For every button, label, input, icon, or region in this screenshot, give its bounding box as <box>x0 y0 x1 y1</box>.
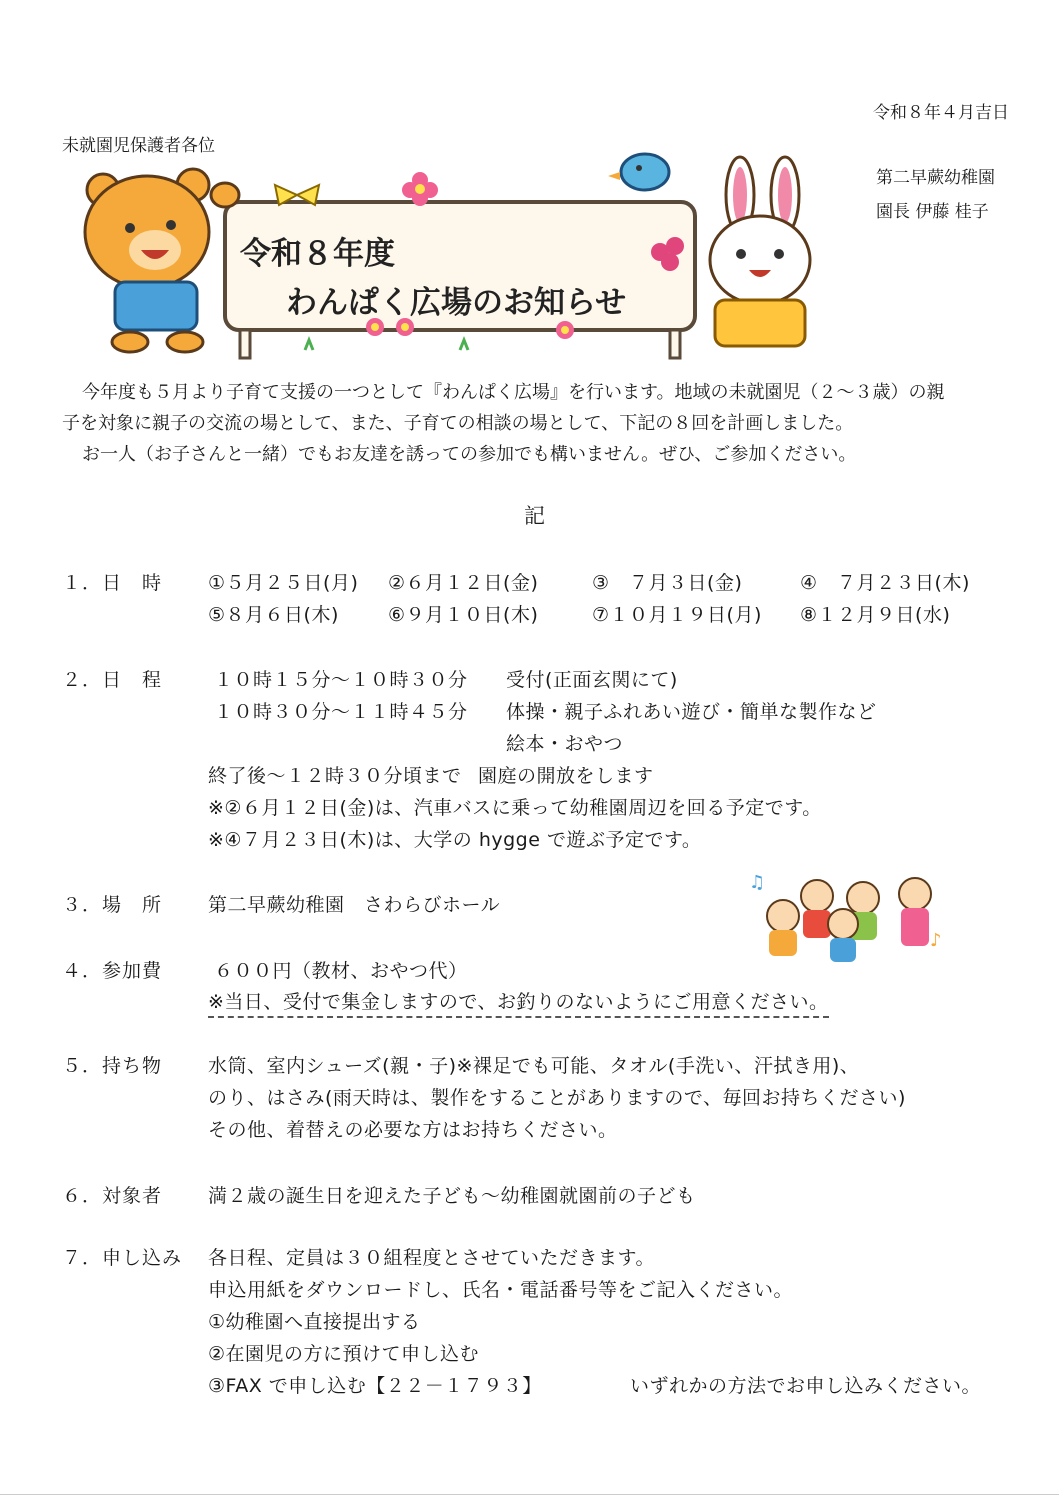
intro-line-3: お一人（お子さんと一緒）でもお友達を誘っての参加でも構いません。ぜひ、ご参加ください。 <box>82 444 857 465</box>
issue-date: 令和８年４月吉日 <box>873 103 1009 123</box>
belongings-line-1: 水筒、室内シューズ(親・子)※裸足でも可能、タオル(手洗い、汗拭き用)、 <box>208 1055 860 1077</box>
bear-icon <box>85 169 239 352</box>
date-5: ⑤８月６日(木) <box>208 604 339 626</box>
schedule-note-1: ※②６月１２日(金)は、汽車バスに乗って幼稚園周辺を回る予定です。 <box>208 797 822 819</box>
ki-heading: 記 <box>524 504 545 528</box>
intro-line-2: 子を対象に親子の交流の場として、また、子育ての相談の場として、下記の８回を計画しました。 <box>62 413 854 434</box>
section-1-label: １．日 時 <box>62 572 163 594</box>
date-7: ⑦１０月１９日(月) <box>592 604 762 626</box>
page-bottom-edge <box>0 1494 1059 1495</box>
schedule-time-3: 終了後～１２時３０分頃まで <box>208 765 462 787</box>
principal-name: 園長 伊藤 桂子 <box>876 202 989 222</box>
recipient: 未就園児保護者各位 <box>62 136 215 156</box>
svg-text:♫: ♫ <box>749 872 766 893</box>
school-name: 第二早蕨幼稚園 <box>876 168 995 188</box>
date-1: ①５月２５日(月) <box>208 572 359 594</box>
title-line-1: 令和８年度 <box>240 236 395 272</box>
application-line-3: ①幼稚園へ直接提出する <box>208 1311 421 1333</box>
intro-line-1: 今年度も５月より子育て支援の一つとして『わんぱく広場』を行います。地域の未就園児（２～３歳）の親 <box>82 382 945 403</box>
target-audience: 満２歳の誕生日を迎えた子ども～幼稚園就園前の子ども <box>208 1185 696 1207</box>
schedule-activity-2b: 絵本・おやつ <box>506 733 624 755</box>
section-3-label: ３．場 所 <box>62 894 163 916</box>
application-closing: いずれかの方法でお申し込みください。 <box>630 1375 982 1397</box>
application-line-1: 各日程、定員は３０組程度とさせていただきます。 <box>208 1247 655 1269</box>
schedule-note-2: ※④７月２３日(木)は、大学の hygge で遊ぶ予定です。 <box>208 829 702 851</box>
children-illustration <box>745 866 975 966</box>
date-2: ②６月１２日(金) <box>388 572 539 594</box>
date-3: ③ ７月３日(金) <box>592 572 743 594</box>
title-line-2: わんぱく広場のお知らせ <box>286 285 627 321</box>
schedule-time-2: １０時３０分～１１時４５分 <box>214 701 468 723</box>
section-5-label: ５．持ち物 <box>62 1055 163 1077</box>
schedule-activity-2: 体操・親子ふれあい遊び・簡単な製作など <box>506 701 877 723</box>
banner-illustration <box>75 150 815 365</box>
belongings-line-2: のり、はさみ(雨天時は、製作をすることがありますので、毎回お持ちください) <box>208 1087 906 1109</box>
bird-icon <box>608 154 669 190</box>
svg-text:♪: ♪ <box>930 930 942 951</box>
fee-note: ※当日、受付で集金しますので、お釣りのないようにご用意ください。 <box>208 987 829 1018</box>
application-line-4: ②在園児の方に預けて申し込む <box>208 1343 480 1365</box>
application-line-5: ③FAX で申し込む【２２－１７９３】 <box>208 1375 542 1397</box>
fee: ６００円（教材、おやつ代） <box>214 960 468 982</box>
schedule-activity-1: 受付(正面玄関にて) <box>506 669 678 691</box>
section-4-label: ４．参加費 <box>62 960 163 982</box>
date-6: ⑥９月１０日(木) <box>388 604 539 626</box>
date-8: ⑧１２月９日(水) <box>800 604 951 626</box>
schedule-activity-3: 園庭の開放をします <box>478 765 654 787</box>
section-6-label: ６．対象者 <box>62 1185 163 1207</box>
section-2-label: ２．日 程 <box>62 669 163 691</box>
schedule-time-1: １０時１５分～１０時３０分 <box>214 669 468 691</box>
section-7-label: ７．申し込み <box>62 1247 183 1269</box>
application-line-2: 申込用紙をダウンロードし、氏名・電話番号等をご記入ください。 <box>208 1279 794 1301</box>
venue: 第二早蕨幼稚園 さわらびホール <box>208 894 501 916</box>
belongings-line-3: その他、着替えの必要な方はお持ちください。 <box>208 1119 618 1141</box>
date-4: ④ ７月２３日(木) <box>800 572 970 594</box>
